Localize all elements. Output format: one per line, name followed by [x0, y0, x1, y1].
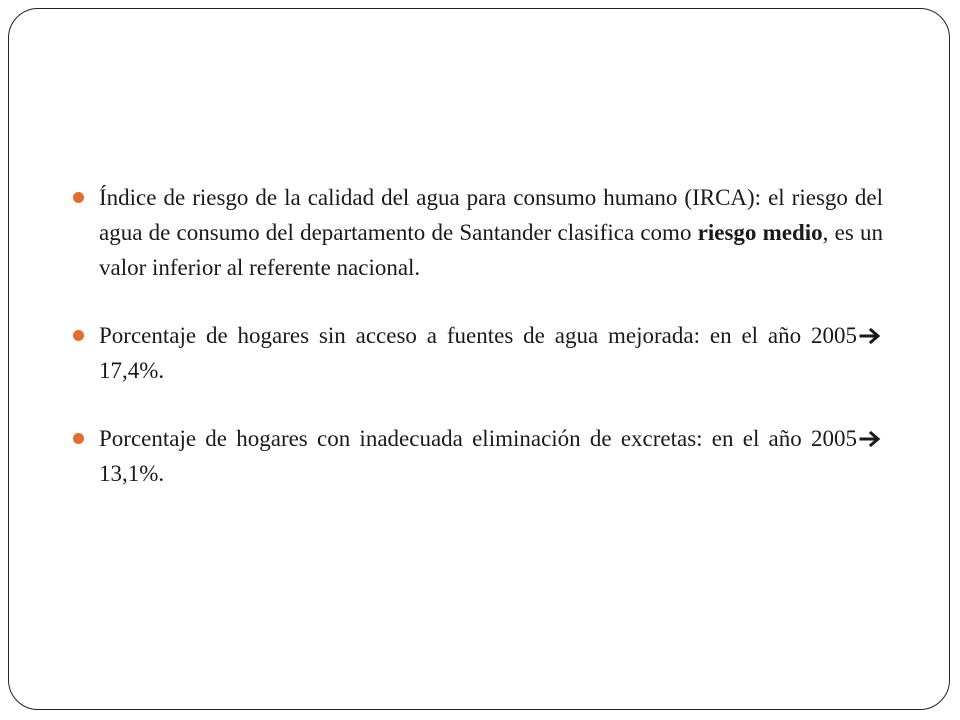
bullet-irca-bold: riesgo medio: [697, 220, 823, 245]
bullet-excreta: [73, 421, 883, 491]
right-arrow-icon: [859, 431, 881, 447]
bullet-water-access-text: Porcentaje de hogares sin acceso a fuentes de agua mejorada: en el año 2005: [99, 323, 857, 348]
bullet-dot-icon: [73, 192, 84, 203]
bullet-irca: [73, 180, 883, 285]
bullet-excreta-value: 13,1%.: [99, 461, 165, 486]
bullet-water-access: [73, 318, 883, 388]
bullet-excreta-text: Porcentaje de hogares con inadecuada eliminación de excretas: en el año 2005: [99, 426, 857, 451]
bullet-water-access-value: 17,4%.: [99, 358, 165, 383]
bullet-list: [73, 180, 883, 524]
slide-frame: [8, 8, 950, 710]
bullet-irca-text-end: , es un valor inferior al referente nacional.: [99, 220, 883, 280]
bullet-irca-text: Índice de riesgo de la calidad del agua para consumo humano (IRCA): el riesgo del agua de consumo del departamento de Santander clasifica como: [99, 185, 883, 245]
bullet-dot-icon: [73, 433, 84, 444]
bullet-dot-icon: [73, 330, 84, 341]
right-arrow-icon: [859, 328, 881, 344]
